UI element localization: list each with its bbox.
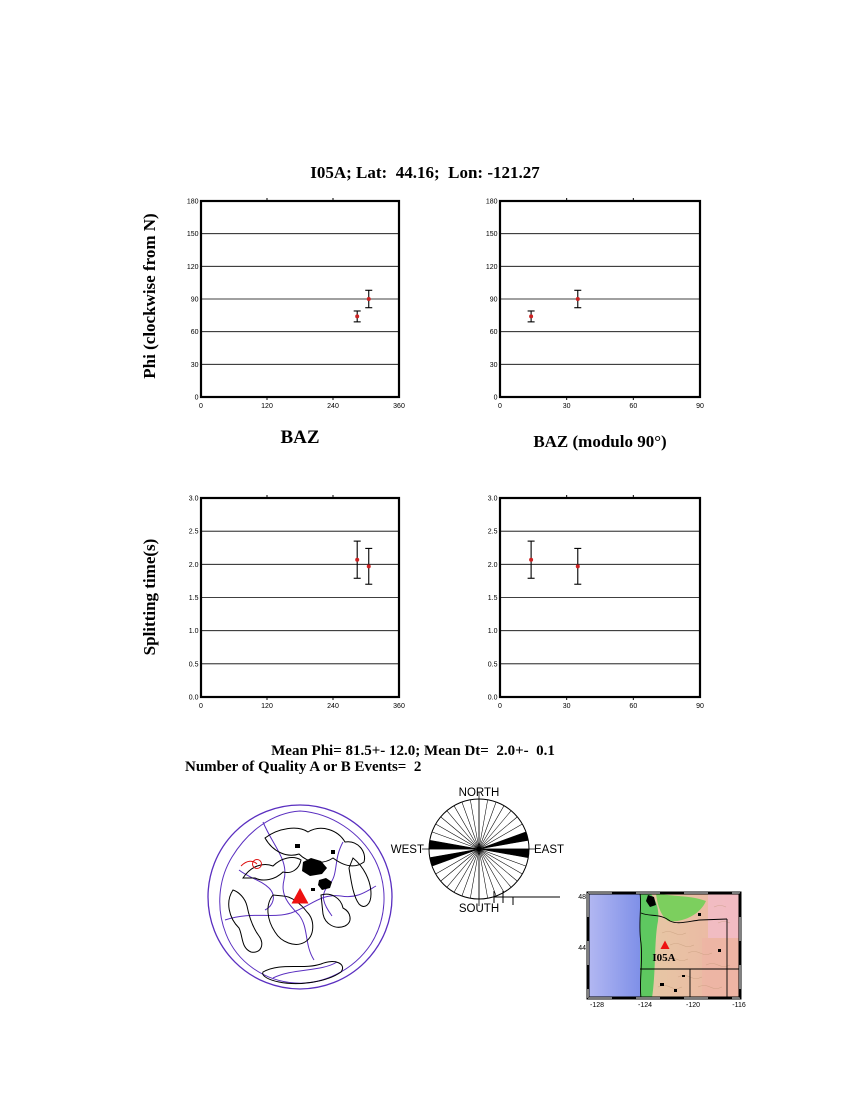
y-tick-label: 2.5 [188,528,199,536]
y-tick-label: 180 [485,198,498,206]
y-tick-label: 150 [485,231,498,239]
point-marker [529,558,533,562]
map-body [588,893,740,998]
y-tick-label: 30 [190,361,199,369]
x-tick-label: 90 [696,403,704,410]
ne-pink-area [708,893,740,938]
rose-label-north: NORTH [458,787,500,799]
point-marker [355,314,359,318]
page-title: I05A; Lat: 44.16; Lon: -121.27 [310,163,540,182]
y-tick-label: 180 [186,198,199,206]
map-ytick: 48 [578,894,586,901]
map-ytick: 44 [578,945,586,952]
x-tick-label: 0 [498,703,502,710]
x-tick-label: 0 [199,703,203,710]
point-marker [576,564,580,568]
y-tick-label: 2.0 [188,561,199,569]
x-axis-label-baz-mod90: BAZ (modulo 90°) [533,432,667,451]
rose-diagram [391,787,564,915]
x-tick-label: 240 [327,403,339,410]
point-marker [367,564,371,568]
map-xtick: -116 [732,1002,746,1009]
y-axis-label-splitting-time: Splitting time(s) [140,538,159,656]
point-marker [529,314,533,318]
mean-stats-text: Mean Phi= 81.5+- 12.0; Mean Dt= 2.0+- 0.1 [271,743,555,759]
coastlines [229,828,371,983]
y-tick-label: 1.0 [188,628,199,636]
rose-label-east: EAST [534,844,565,856]
rose-scale-bar [494,891,560,905]
x-tick-label: 30 [562,703,571,710]
ocean-area [588,893,640,998]
data-point [354,541,361,578]
y-tick-label: 0 [493,394,498,402]
data-point [574,548,581,584]
point-marker [576,297,580,301]
y-tick-label: 2.5 [487,528,498,536]
data-point [528,541,535,578]
data-point [365,548,372,584]
y-tick-label: 30 [489,361,498,369]
y-tick-label: 60 [489,329,498,337]
plot-dt-vs-baz [189,495,405,710]
plot-phi-vs-baz [187,198,405,410]
globe-map [203,800,403,1000]
y-tick-label: 0.0 [188,694,199,702]
map-xtick: -124 [637,1002,653,1009]
y-tick-label: 2.0 [487,561,498,569]
data-point [354,311,361,322]
x-tick-label: 60 [629,403,638,410]
station-label: I05A [652,952,676,964]
x-tick-label: 0 [498,403,502,410]
station-triangle-globe [292,888,309,904]
y-tick-label: 120 [186,263,199,271]
x-tick-label: 90 [696,703,704,710]
y-axis-label-phi: Phi (clockwise from N) [140,213,159,379]
y-tick-label: 0.5 [188,661,199,669]
y-tick-label: 1.5 [487,595,498,602]
event-count-text: Number of Quality A or B Events= 2 [185,759,422,775]
x-tick-label: 120 [261,403,273,410]
y-tick-label: 90 [190,296,199,304]
y-tick-label: 3.0 [188,495,199,503]
y-tick-label: 3.0 [487,495,498,503]
x-axis-label-baz: BAZ [280,427,320,448]
y-tick-label: 90 [489,296,498,304]
point-marker [355,558,359,562]
y-tick-label: 150 [186,231,199,239]
y-tick-label: 60 [190,329,199,337]
y-tick-label: 1.5 [188,595,199,602]
se-salmon-area [702,938,740,998]
x-tick-label: 360 [393,403,405,410]
x-tick-label: 120 [261,703,273,710]
map-xtick: -120 [685,1002,701,1009]
red-boundary-marks [241,860,262,869]
rose-label-west: WEST [390,844,424,856]
y-tick-label: 0.5 [487,661,498,669]
point-marker [367,297,371,301]
data-point [528,311,535,322]
plot-phi-vs-baz-mod90 [486,198,704,410]
y-tick-label: 0.0 [487,694,498,702]
regional-map [578,883,768,1015]
y-tick-label: 120 [485,263,498,271]
x-tick-label: 60 [629,703,638,710]
map-xtick: -128 [589,1002,605,1009]
land-fill-blobs [295,844,335,891]
plot-dt-vs-baz-mod90 [488,495,704,710]
y-tick-label: 0 [194,394,199,402]
x-tick-label: 360 [393,703,405,710]
x-tick-label: 0 [199,403,203,410]
y-tick-label: 1.0 [487,628,498,636]
x-tick-label: 240 [327,703,339,710]
rose-label-south: SOUTH [458,903,500,915]
x-tick-label: 30 [562,403,571,410]
